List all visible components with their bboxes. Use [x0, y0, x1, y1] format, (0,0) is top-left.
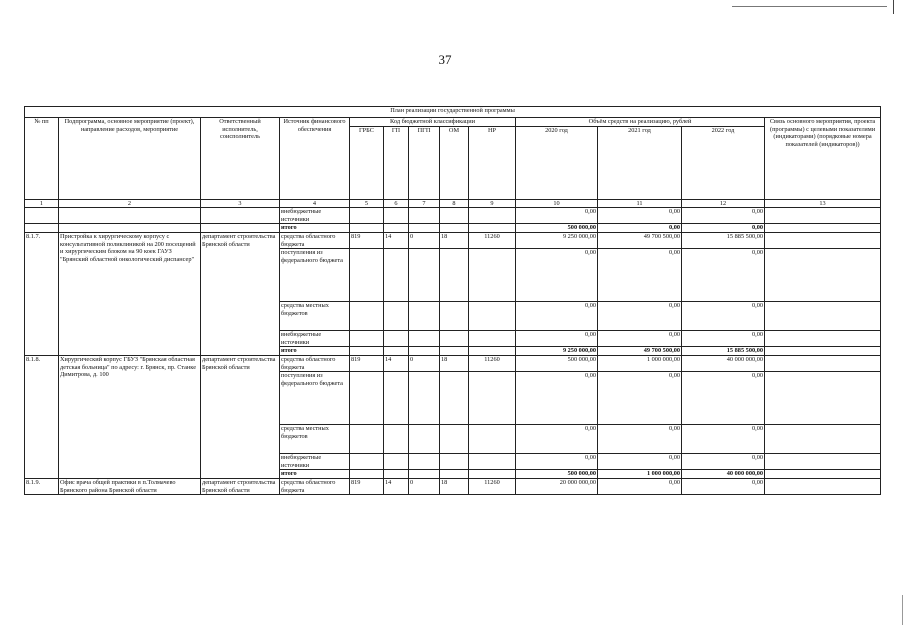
cell-2021: 1 000 000,00 [598, 470, 682, 479]
column-number: 1 [25, 199, 59, 208]
cell-link [765, 331, 881, 347]
cell-np [469, 331, 516, 347]
cell-pgp: 0 [409, 355, 440, 371]
cell-2021: 1 000 000,00 [598, 355, 682, 371]
header-om: ОМ [440, 126, 469, 199]
header-link: Связь основного мероприятия, проекта (программы) с целевыми показателями (индикаторами) (порядковые номера показателей (индикаторов)) [765, 118, 881, 200]
cell-2020: 0,00 [516, 249, 598, 302]
column-number: 9 [469, 199, 516, 208]
cell-grbs [350, 331, 384, 347]
cell-code [409, 470, 440, 479]
cell-code [469, 224, 516, 233]
cell-executor [201, 208, 280, 224]
cell-grbs [350, 454, 384, 470]
header-budget-code: Код бюджетной классификации [350, 118, 516, 127]
cell-code [384, 208, 409, 224]
header-source: Источник финансового обеспечения [280, 118, 350, 200]
cell-2022: 0,00 [682, 331, 765, 347]
cell-2022: 40 000 000,00 [682, 355, 765, 371]
item-name: Офис врача общей практики в п.Толмачево Брянского района Брянской области [59, 478, 201, 494]
cell-code [440, 347, 469, 356]
cell-2022: 0,00 [682, 425, 765, 454]
column-number: 8 [440, 199, 469, 208]
cell-om [440, 331, 469, 347]
cell-np [469, 454, 516, 470]
cell-code [469, 347, 516, 356]
cell-source: средства областного бюджета [280, 355, 350, 371]
cell-code [469, 470, 516, 479]
cell-2020: 0,00 [516, 454, 598, 470]
cell-grbs: 819 [350, 478, 384, 494]
cell-code [350, 208, 384, 224]
cell-link [765, 232, 881, 248]
cell-2020: 0,00 [516, 331, 598, 347]
cell-2021: 0,00 [598, 425, 682, 454]
cell-link [765, 355, 881, 371]
cell-link [765, 372, 881, 425]
cell-code [384, 224, 409, 233]
cell-pgp: 0 [409, 232, 440, 248]
cell-link [765, 208, 881, 224]
item-number: 8.1.8. [25, 355, 59, 478]
cell-np: 11260 [469, 478, 516, 494]
cell-np [469, 302, 516, 331]
cell-gp [384, 331, 409, 347]
cell-2021: 0,00 [598, 249, 682, 302]
cell-grbs: 819 [350, 355, 384, 371]
column-number: 4 [280, 199, 350, 208]
cell-om [440, 454, 469, 470]
cell-pgp [409, 331, 440, 347]
cell-om [440, 425, 469, 454]
header-gp: ГП [384, 126, 409, 199]
scan-artifact-edge [902, 595, 903, 625]
cell-om: 18 [440, 355, 469, 371]
cell-2020: 0,00 [516, 208, 598, 224]
cell-grbs [350, 249, 384, 302]
cell-2021: 49 700 500,00 [598, 347, 682, 356]
column-number-row [25, 199, 881, 208]
cell-2022: 0,00 [682, 454, 765, 470]
cell-gp [384, 425, 409, 454]
cell-code [469, 208, 516, 224]
table-title-row [25, 107, 881, 118]
cell-2021: 0,00 [598, 478, 682, 494]
cell-num [25, 208, 59, 224]
cell-code [440, 224, 469, 233]
header-num: № пп [25, 118, 59, 200]
cell-code [384, 470, 409, 479]
cell-gp [384, 372, 409, 425]
cell-2022: 15 885 500,00 [682, 347, 765, 356]
cell-gp: 14 [384, 478, 409, 494]
item-executor: департамент строительства Брянской области [201, 478, 280, 494]
header-pgp: ПГП [409, 126, 440, 199]
cell-2021: 49 700 500,00 [598, 232, 682, 248]
cell-2020: 500 000,00 [516, 355, 598, 371]
item-row [25, 355, 881, 371]
column-number: 2 [59, 199, 201, 208]
cell-pgp [409, 425, 440, 454]
item-executor: департамент строительства Брянской области [201, 232, 280, 355]
cell-2020: 0,00 [516, 425, 598, 454]
header-2022: 2022 год [682, 126, 765, 199]
cell-2022: 0,00 [682, 224, 765, 233]
cell-om: 18 [440, 478, 469, 494]
cell-code [384, 347, 409, 356]
cell-2020: 20 000 000,00 [516, 478, 598, 494]
cell-link [765, 454, 881, 470]
cell-2022: 15 885 500,00 [682, 232, 765, 248]
item-number: 8.1.9. [25, 478, 59, 494]
cell-2021: 0,00 [598, 224, 682, 233]
cell-source: итого [280, 224, 350, 233]
cell-code [409, 224, 440, 233]
cell-pgp [409, 249, 440, 302]
cell-np [469, 372, 516, 425]
column-number: 7 [409, 199, 440, 208]
cell-source: средства областного бюджета [280, 232, 350, 248]
cell-om [440, 302, 469, 331]
item-name: Хирургический корпус ГБУЗ "Брянская областная детская больница" по адресу: г. Брянск, пр. Станке Димитрова, д. 100 [59, 355, 201, 478]
cell-code [350, 347, 384, 356]
cell-code [440, 208, 469, 224]
cell-gp [384, 249, 409, 302]
cell-np: 11260 [469, 355, 516, 371]
cell-2020: 500 000,00 [516, 224, 598, 233]
header-2020: 2020 год [516, 126, 598, 199]
cell-gp: 14 [384, 355, 409, 371]
cell-source: поступления из федерального бюджета [280, 372, 350, 425]
cell-source: поступления из федерального бюджета [280, 249, 350, 302]
cell-2022: 0,00 [682, 302, 765, 331]
column-number: 10 [516, 199, 598, 208]
column-number: 3 [201, 199, 280, 208]
header-2021: 2021 год [598, 126, 682, 199]
cell-link [765, 302, 881, 331]
cell-executor [201, 224, 280, 233]
header-executor: Ответственный исполнитель, соисполнитель [201, 118, 280, 200]
item-name: Пристройка к хирургическому корпусу с консультативной поликлиникой на 200 посещений и хирургическим блоком на 90 коек ГАУЗ "Брянский областной онкологический диспансер" [59, 232, 201, 355]
cell-2021: 0,00 [598, 372, 682, 425]
item-row [25, 478, 881, 494]
header-np: НР [469, 126, 516, 199]
cell-num [25, 224, 59, 233]
header-amount: Объём средств на реализацию, рублей [516, 118, 765, 127]
cell-2020: 0,00 [516, 302, 598, 331]
cell-name [59, 208, 201, 224]
cell-om: 18 [440, 232, 469, 248]
cell-om [440, 372, 469, 425]
cell-2022: 0,00 [682, 372, 765, 425]
scan-artifact-line [732, 6, 887, 7]
cell-2021: 0,00 [598, 302, 682, 331]
cell-pgp [409, 302, 440, 331]
cell-2022: 0,00 [682, 478, 765, 494]
cell-link [765, 249, 881, 302]
cell-code [350, 224, 384, 233]
cell-source: внебюджетные источники [280, 331, 350, 347]
cell-pgp [409, 454, 440, 470]
cell-source: итого [280, 470, 350, 479]
cell-np [469, 249, 516, 302]
column-number: 12 [682, 199, 765, 208]
column-number: 11 [598, 199, 682, 208]
cell-np [469, 425, 516, 454]
cell-source: внебюджетные источники [280, 208, 350, 224]
cell-grbs: 819 [350, 232, 384, 248]
page-number: 37 [438, 52, 452, 67]
cell-2021: 0,00 [598, 331, 682, 347]
table-title: План реализации государственной программы [25, 107, 881, 118]
cell-link [765, 425, 881, 454]
cell-2022: 0,00 [682, 208, 765, 224]
cell-source: средства местных бюджетов [280, 302, 350, 331]
cell-grbs [350, 372, 384, 425]
plan-table [24, 106, 881, 495]
continuation-row [25, 208, 881, 224]
cell-source: средства областного бюджета [280, 478, 350, 494]
cell-link [765, 347, 881, 356]
cell-grbs [350, 302, 384, 331]
item-executor: департамент строительства Брянской области [201, 355, 280, 478]
header-grbs: ГРБС [350, 126, 384, 199]
column-number: 6 [384, 199, 409, 208]
cell-source: средства местных бюджетов [280, 425, 350, 454]
item-number: 8.1.7. [25, 232, 59, 355]
header-name: Подпрограмма, основное мероприятие (проект), направление расходов, мероприятие [59, 118, 201, 200]
cell-2020: 9 250 000,00 [516, 232, 598, 248]
cell-om [440, 249, 469, 302]
cell-code [440, 470, 469, 479]
cell-gp [384, 454, 409, 470]
cell-grbs [350, 425, 384, 454]
cell-code [409, 347, 440, 356]
cell-source: внебюджетные источники [280, 454, 350, 470]
continuation-row [25, 224, 881, 233]
cell-source: итого [280, 347, 350, 356]
column-number: 13 [765, 199, 881, 208]
cell-2021: 0,00 [598, 454, 682, 470]
header-row-1 [25, 118, 881, 127]
cell-link [765, 224, 881, 233]
item-row [25, 232, 881, 248]
cell-code [350, 470, 384, 479]
cell-name [59, 224, 201, 233]
cell-2022: 0,00 [682, 249, 765, 302]
cell-2021: 0,00 [598, 208, 682, 224]
scan-artifact-mark [893, 0, 894, 14]
cell-2020: 500 000,00 [516, 470, 598, 479]
cell-gp [384, 302, 409, 331]
cell-pgp: 0 [409, 478, 440, 494]
cell-link [765, 478, 881, 494]
cell-code [409, 208, 440, 224]
cell-pgp [409, 372, 440, 425]
cell-2022: 40 000 000,00 [682, 470, 765, 479]
column-number: 5 [350, 199, 384, 208]
cell-gp: 14 [384, 232, 409, 248]
cell-link [765, 470, 881, 479]
cell-np: 11260 [469, 232, 516, 248]
cell-2020: 9 250 000,00 [516, 347, 598, 356]
cell-2020: 0,00 [516, 372, 598, 425]
